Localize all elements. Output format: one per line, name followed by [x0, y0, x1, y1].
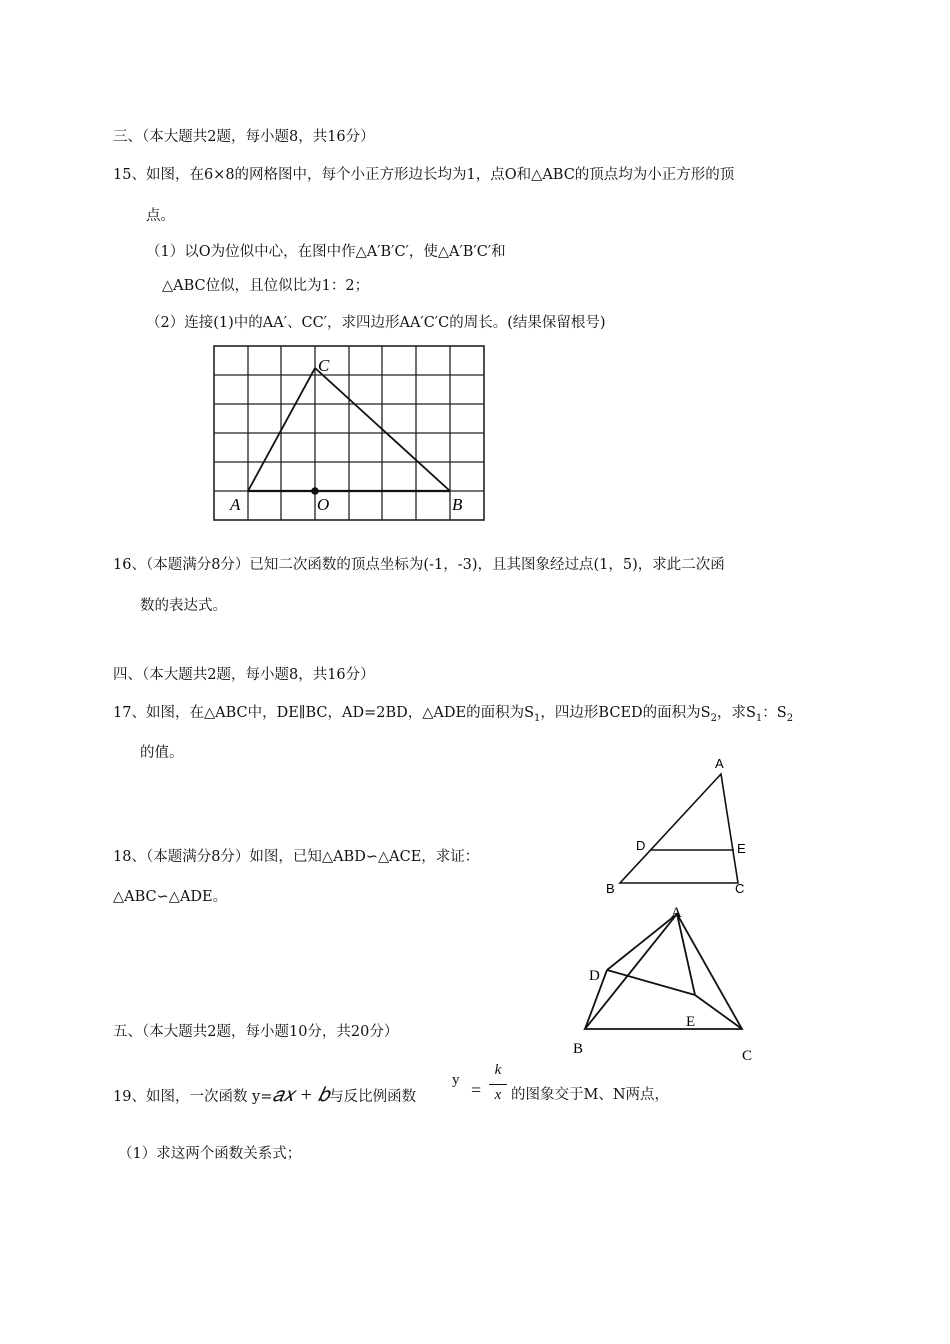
- label-a: A: [715, 756, 724, 771]
- section-3-heading: 三、（本大题共2题，每小题8，共16分）: [113, 129, 375, 145]
- section-4-heading: 四、（本大题共2题，每小题8，共16分）: [113, 667, 375, 683]
- label-c: C: [742, 1048, 753, 1064]
- q15-line1: 15、如图，在6×8的网格图中，每个小正方形边长均为1，点O和△ABC的顶点均为小正方形的顶: [113, 167, 735, 183]
- q15-grid-figure: [205, 340, 495, 525]
- label-e: E: [737, 841, 746, 856]
- q16-line1: 16、（本题满分8分）已知二次函数的顶点坐标为(-1，-3)，且其图象经过点(1，5)，求此二次函: [113, 557, 725, 573]
- point-o: [311, 487, 319, 495]
- q19-line1-tail: 的图象交于M、N两点，: [511, 1087, 670, 1103]
- q15-part1b: △ABC位似，且位似比为1：2；: [162, 278, 370, 294]
- q17-line1: 17、如图，在△ABC中，DE∥BC，AD=2BD，△ADE的面积为$S_1$，四边形BCED的面积为$S_2$，求$S_1$：$S_2$: [113, 705, 794, 724]
- q19-line1: 19、如图，一次函数 y=𝑎𝑥 + 𝑏与反比例函数: [113, 1084, 417, 1106]
- label-e: E: [686, 1014, 696, 1030]
- label-o: O: [317, 495, 330, 514]
- q16-line2: 数的表达式。: [140, 598, 227, 614]
- section-5-heading: 五、（本大题共2题，每小题10分，共20分）: [113, 1024, 399, 1040]
- fraction-bar: [489, 1084, 507, 1085]
- q19-y: y: [452, 1072, 460, 1088]
- q19-equals: =: [471, 1080, 482, 1100]
- fraction-denominator: x: [494, 1087, 502, 1103]
- label-a: A: [230, 495, 241, 514]
- linear-formula: 𝑎𝑥 + 𝑏: [272, 1084, 330, 1106]
- label-d: D: [636, 838, 646, 853]
- q15-part2: （2）连接(1)中的AA′、CC′，求四边形AA′C′C的周长。(结果保留根号): [146, 315, 606, 331]
- q15-part1a: （1）以O为位似中心，在图中作△A′B′C′，使△A′B′C′和: [146, 244, 506, 260]
- q19-part1: （1）求这两个函数关系式；: [118, 1146, 302, 1162]
- label-a: A: [671, 905, 682, 921]
- label-c: C: [318, 356, 330, 375]
- q15-line2: 点。: [146, 208, 175, 224]
- label-c: C: [735, 881, 745, 896]
- q18-line1: 18、（本题满分8分）如图，已知△ABD∽△ACE，求证：: [113, 849, 480, 865]
- label-b: B: [452, 495, 463, 514]
- q17-line2: 的值。: [140, 745, 184, 761]
- q18-triangle-figure: [565, 900, 765, 1065]
- q17-triangle-figure: [598, 752, 758, 900]
- label-b: B: [606, 881, 615, 896]
- fraction-numerator: k: [494, 1062, 502, 1078]
- q18-line2: △ABC∽△ADE。: [113, 889, 228, 905]
- label-d: D: [589, 968, 600, 984]
- grid-lines: [214, 346, 484, 520]
- label-b: B: [573, 1041, 584, 1057]
